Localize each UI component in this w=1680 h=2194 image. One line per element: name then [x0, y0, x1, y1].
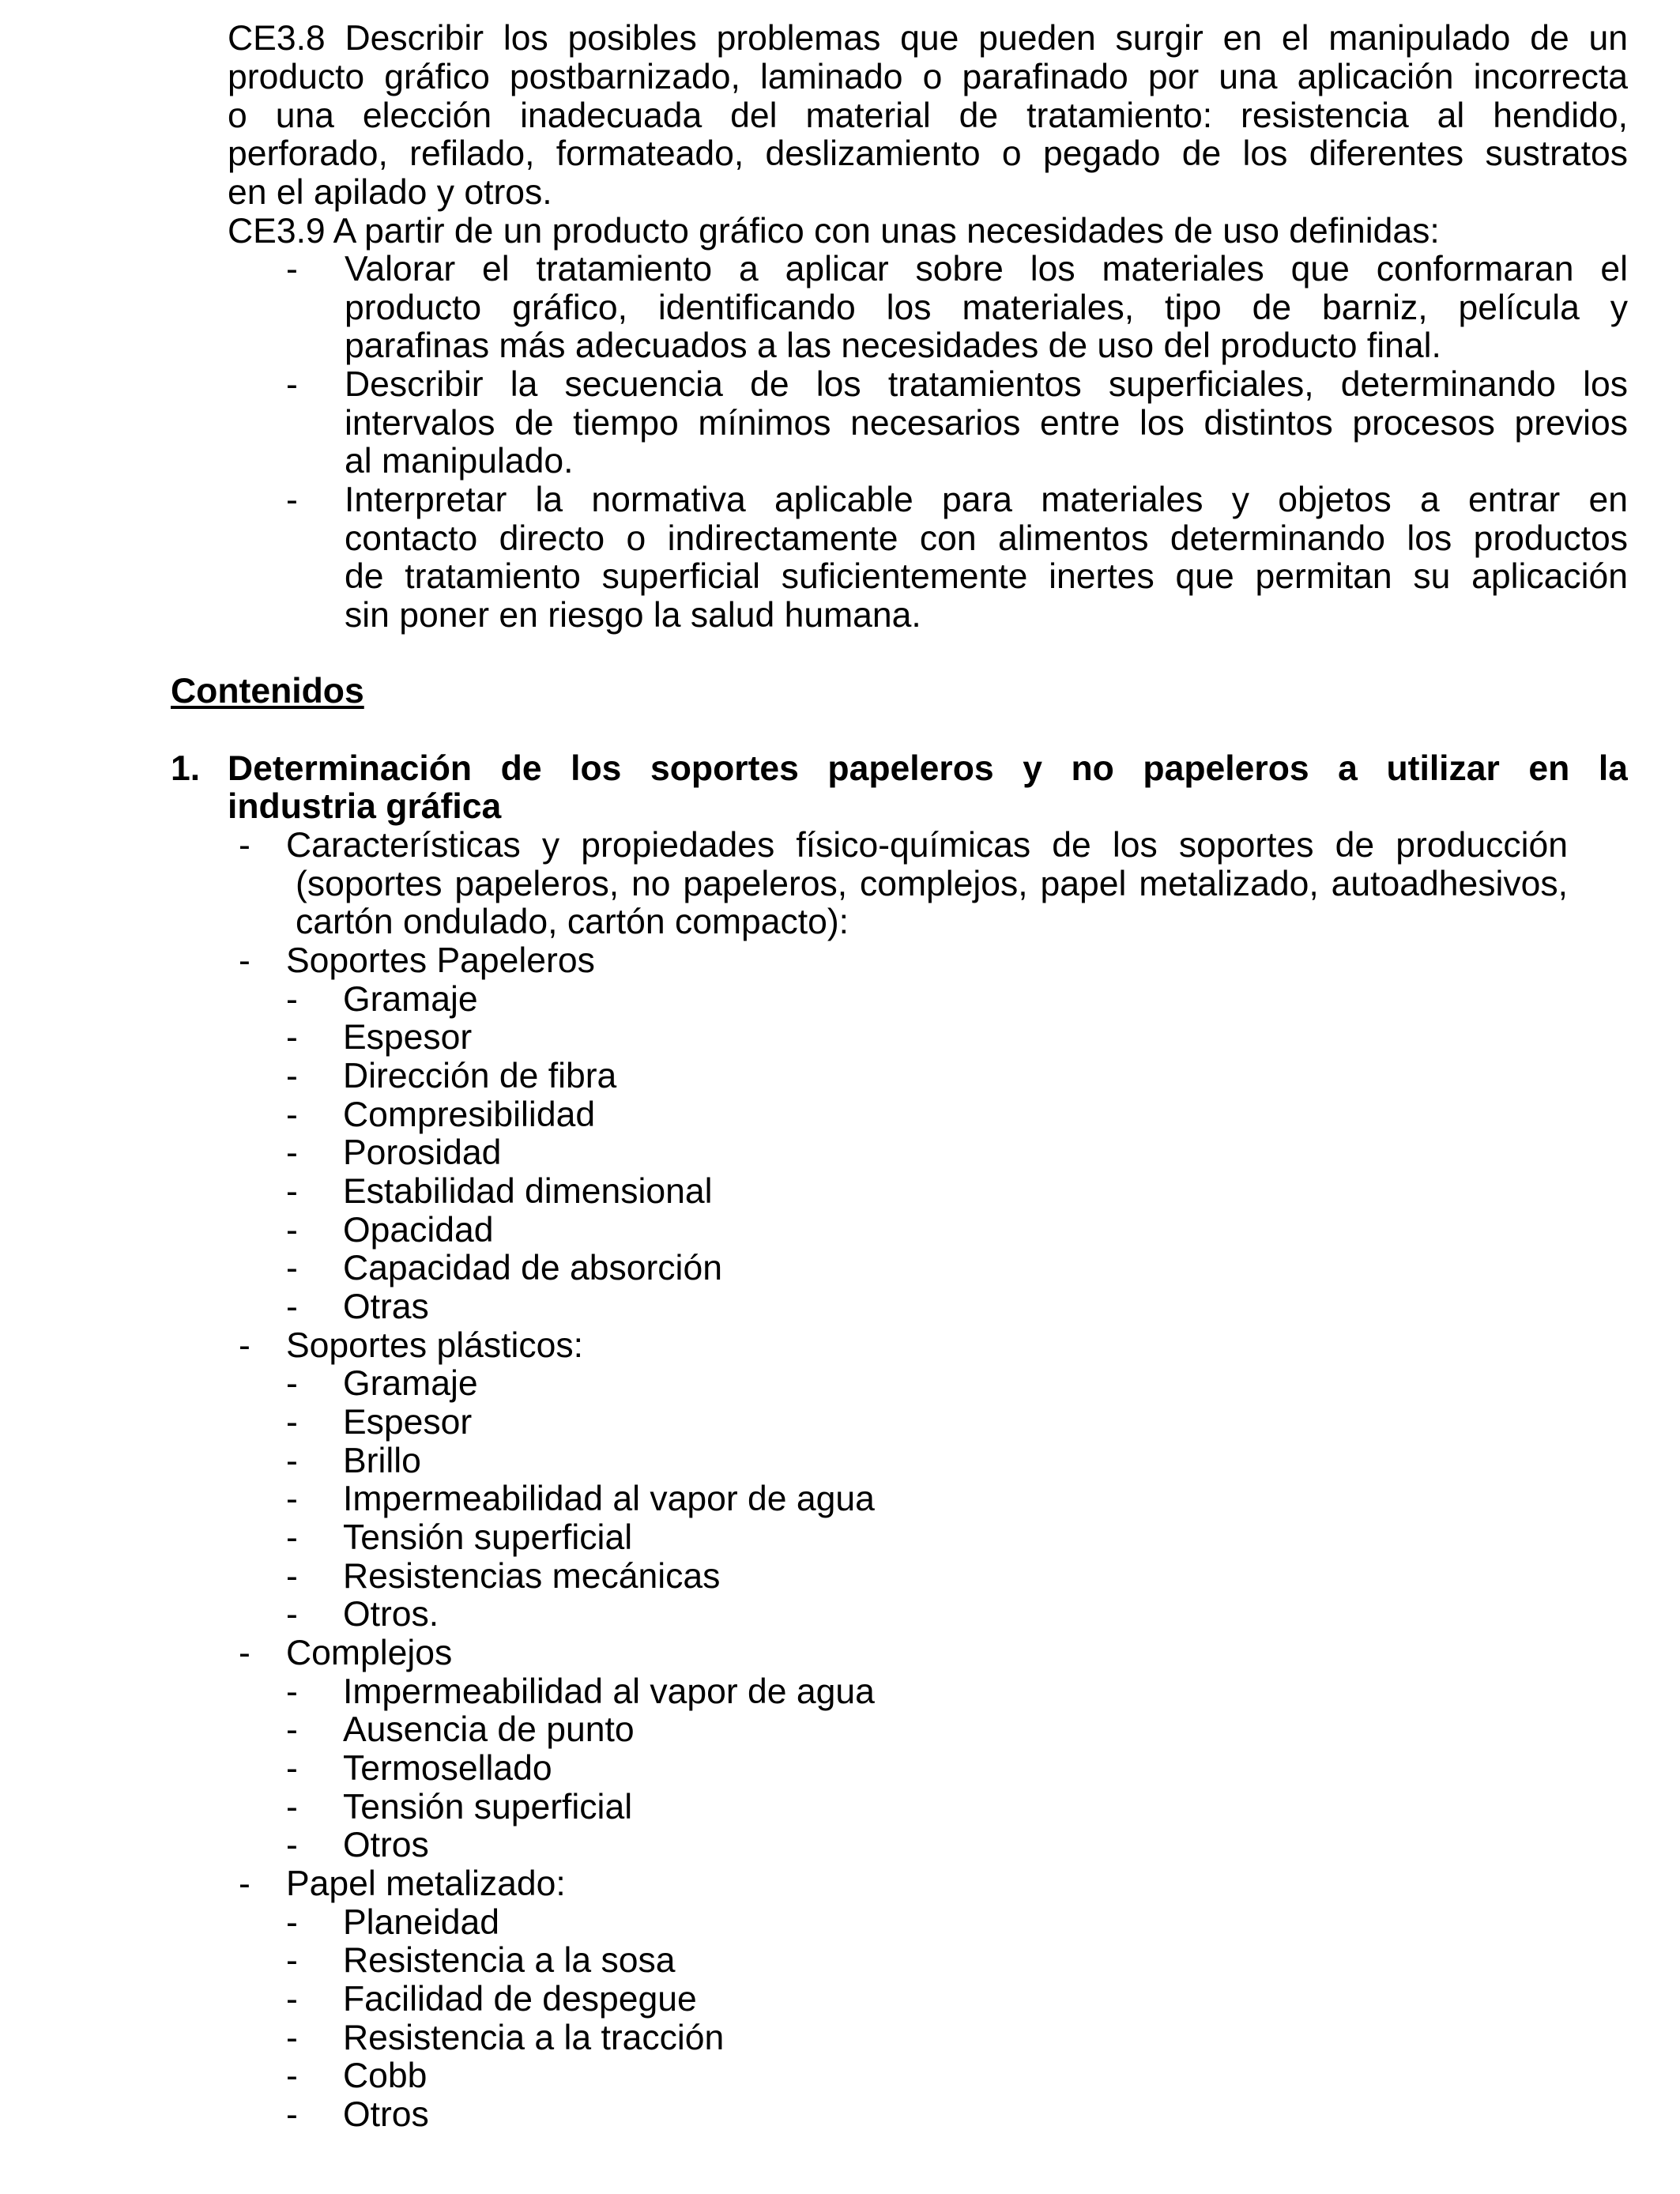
list-item: Resistencia a la sosa — [343, 1941, 676, 1980]
list-item: Estabilidad dimensional — [343, 1172, 713, 1211]
bullet-dash: - — [286, 2019, 298, 2057]
bullet-dash: - — [286, 1403, 298, 1442]
intro-line: cartón ondulado, cartón compacto): — [296, 903, 849, 941]
bullet-dash: - — [286, 1788, 298, 1826]
bullet-dash: - — [239, 941, 250, 980]
bullet-dash: - — [239, 1864, 250, 1903]
bullet-dash: - — [286, 1364, 298, 1403]
bullet-dash: - — [286, 980, 298, 1019]
ce38-line: perforado, refilado, formateado, deslizamiento o pegado de los diferentes sustratos — [228, 134, 1628, 173]
ce39-item-line: sin poner en riesgo la salud humana. — [345, 596, 921, 635]
bullet-dash: - — [286, 1249, 298, 1287]
list-item: Otros — [343, 1826, 429, 1864]
ce39-item-line: Interpretar la normativa aplicable para materiales y objetos a entrar en — [345, 481, 1628, 519]
bullet-dash: - — [286, 1211, 298, 1250]
ce39-item-line: contacto directo o indirectamente con alimentos determinando los productos — [345, 519, 1628, 558]
ce38-line: en el apilado y otros. — [228, 173, 552, 212]
bullet-dash: - — [286, 1057, 298, 1095]
list-item: Cobb — [343, 2056, 428, 2095]
list-item: Termosellado — [343, 1749, 552, 1788]
section-title-line: Determinación de los soportes papeleros y no papeleros a utilizar en la — [228, 749, 1628, 788]
list-item: Ausencia de punto — [343, 1710, 635, 1749]
ce39-item-line: intervalos de tiempo mínimos necesarios entre los distintos procesos previos — [345, 404, 1628, 443]
list-item: Gramaje — [343, 980, 478, 1019]
bullet-dash: - — [286, 481, 298, 519]
bullet-dash: - — [286, 365, 298, 404]
section-number: 1. — [171, 749, 201, 788]
bullet-dash: - — [239, 826, 250, 865]
bullet-dash: - — [286, 1903, 298, 1942]
bullet-dash: - — [286, 1442, 298, 1480]
bullet-dash: - — [286, 1941, 298, 1980]
ce38-line: o una elección inadecuada del material de tratamiento: resistencia al hendido, — [228, 96, 1628, 135]
list-item: Facilidad de despegue — [343, 1980, 697, 2019]
list-item: Resistencias mecánicas — [343, 1557, 721, 1596]
list-item: Porosidad — [343, 1133, 502, 1172]
list-item: Impermeabilidad al vapor de agua — [343, 1672, 875, 1711]
group-title: Soportes plásticos: — [286, 1326, 583, 1365]
bullet-dash: - — [286, 1133, 298, 1172]
ce39-item-line: producto gráfico, identificando los materiales, tipo de barniz, película y — [345, 288, 1628, 327]
bullet-dash: - — [286, 1287, 298, 1326]
ce39-intro: CE3.9 A partir de un producto gráfico con unas necesidades de uso definidas: — [228, 212, 1440, 251]
list-item: Dirección de fibra — [343, 1057, 617, 1095]
ce39-item-line: de tratamiento superficial suficientemente inertes que permitan su aplicación — [345, 557, 1628, 596]
ce39-item-line: parafinas más adecuados a las necesidades de uso del producto final. — [345, 326, 1441, 365]
bullet-dash: - — [286, 1749, 298, 1788]
list-item: Otros — [343, 2095, 429, 2134]
bullet-dash: - — [286, 250, 298, 288]
section-title-line: industria gráfica — [228, 787, 502, 826]
ce39-item-line: Valorar el tratamiento a aplicar sobre los materiales que conformaran el — [345, 250, 1628, 288]
intro-line: Características y propiedades físico-químicas de los soportes de producción — [286, 826, 1568, 865]
bullet-dash: - — [286, 1595, 298, 1634]
bullet-dash: - — [239, 1326, 250, 1365]
bullet-dash: - — [286, 1980, 298, 2019]
bullet-dash: - — [286, 1018, 298, 1057]
list-item: Opacidad — [343, 1211, 494, 1250]
list-item: Gramaje — [343, 1364, 478, 1403]
ce38-line: CE3.8 Describir los posibles problemas que pueden surgir en el manipulado de un — [228, 19, 1628, 58]
list-item: Resistencia a la tracción — [343, 2019, 725, 2057]
intro-line: (soportes papeleros, no papeleros, complejos, papel metalizado, autoadhesivos, — [296, 865, 1568, 903]
bullet-dash: - — [286, 1672, 298, 1711]
list-item: Otros. — [343, 1595, 439, 1634]
list-item: Compresibilidad — [343, 1095, 596, 1134]
list-item: Espesor — [343, 1018, 473, 1057]
list-item: Tensión superficial — [343, 1518, 633, 1557]
list-item: Brillo — [343, 1442, 421, 1480]
ce38-line: producto gráfico postbarnizado, laminado o parafinado por una aplicación incorrecta — [228, 58, 1628, 96]
bullet-dash: - — [239, 1634, 250, 1672]
list-item: Espesor — [343, 1403, 473, 1442]
bullet-dash: - — [286, 1518, 298, 1557]
ce39-item-line: Describir la secuencia de los tratamientos superficiales, determinando los — [345, 365, 1628, 404]
group-title: Papel metalizado: — [286, 1864, 566, 1903]
ce39-item-line: al manipulado. — [345, 442, 574, 481]
bullet-dash: - — [286, 1480, 298, 1518]
contenidos-heading: Contenidos — [171, 672, 364, 711]
bullet-dash: - — [286, 1557, 298, 1596]
group-title: Soportes Papeleros — [286, 941, 595, 980]
list-item: Capacidad de absorción — [343, 1249, 722, 1287]
bullet-dash: - — [286, 2056, 298, 2095]
list-item: Otras — [343, 1287, 429, 1326]
bullet-dash: - — [286, 2095, 298, 2134]
bullet-dash: - — [286, 1095, 298, 1134]
group-title: Complejos — [286, 1634, 453, 1672]
bullet-dash: - — [286, 1710, 298, 1749]
bullet-dash: - — [286, 1826, 298, 1864]
list-item: Impermeabilidad al vapor de agua — [343, 1480, 875, 1518]
list-item: Planeidad — [343, 1903, 499, 1942]
bullet-dash: - — [286, 1172, 298, 1211]
list-item: Tensión superficial — [343, 1788, 633, 1826]
